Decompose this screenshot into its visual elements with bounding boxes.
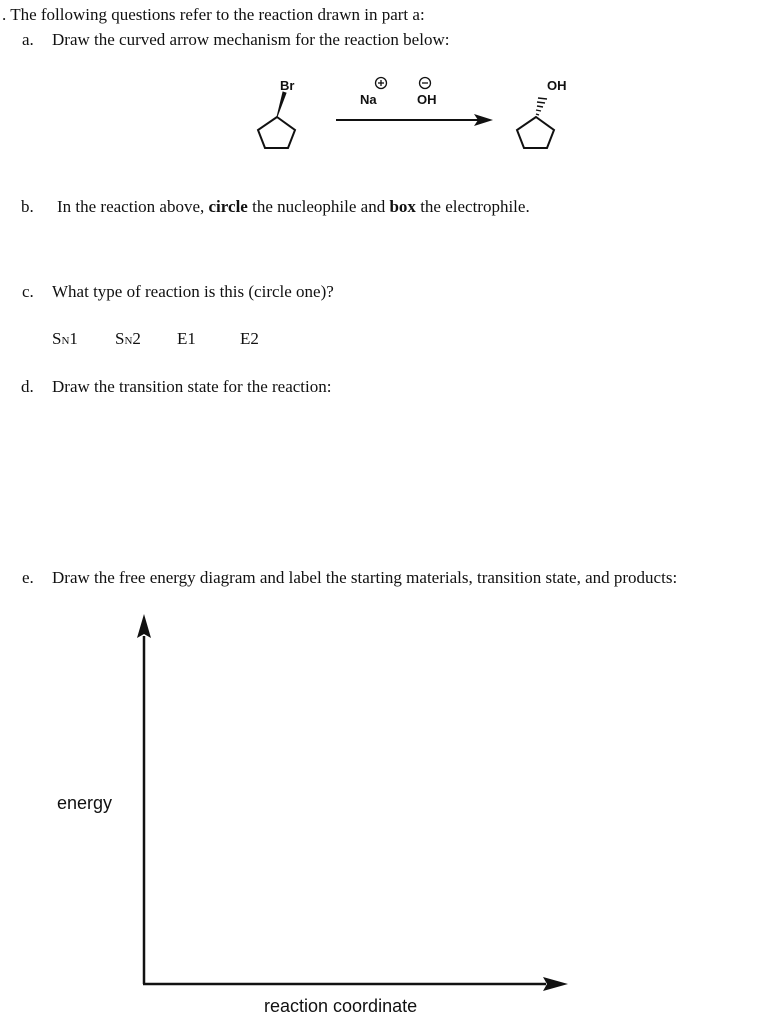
part-d-text: Draw the transition state for the reaction:	[52, 377, 332, 396]
box-keyword: box	[389, 197, 416, 216]
choice-e1[interactable]: E1	[177, 329, 196, 348]
part-c-letter: c.	[22, 282, 34, 301]
circle-keyword: circle	[208, 197, 248, 216]
reactant-cyclopentyl-bromide	[258, 78, 295, 148]
reagent-sodium-hydroxide	[360, 78, 437, 108]
choice-e2[interactable]: E2	[240, 329, 259, 348]
y-axis-arrow-icon	[137, 614, 151, 638]
part-e-text: Draw the free energy diagram and label the starting materials, transition state, and products:	[52, 568, 678, 587]
part-d-letter: d.	[21, 377, 34, 396]
choice-sn1[interactable]: SN1	[52, 329, 78, 348]
x-axis-label: reaction coordinate	[264, 996, 418, 1016]
part-b-letter: b.	[21, 197, 34, 216]
y-axis-label: energy	[57, 793, 113, 813]
hydroxyl-label: OH	[547, 78, 567, 93]
sodium-label: Na	[360, 92, 377, 107]
x-axis-arrow-icon	[543, 977, 568, 991]
choice-sn2[interactable]: SN2	[115, 329, 141, 348]
part-a-text: Draw the curved arrow mechanism for the reaction below:	[52, 30, 450, 49]
reaction-arrow	[336, 114, 493, 126]
part-c-text: What type of reaction is this (circle one)?	[52, 282, 334, 301]
hashed-bond	[536, 98, 547, 115]
energy-diagram-axes	[137, 614, 568, 991]
part-b-text: In the reaction above, circle the nucleophile and box the electrophile.	[57, 197, 530, 216]
bromine-label: Br	[280, 78, 295, 93]
part-e-letter: e.	[22, 568, 34, 587]
wedge-bond	[277, 92, 286, 117]
intro-text: . The following questions refer to the reaction drawn in part a:	[2, 5, 425, 24]
hydroxide-label: OH	[417, 92, 437, 107]
part-a-letter: a.	[22, 30, 34, 49]
product-cyclopentanol	[517, 78, 567, 148]
